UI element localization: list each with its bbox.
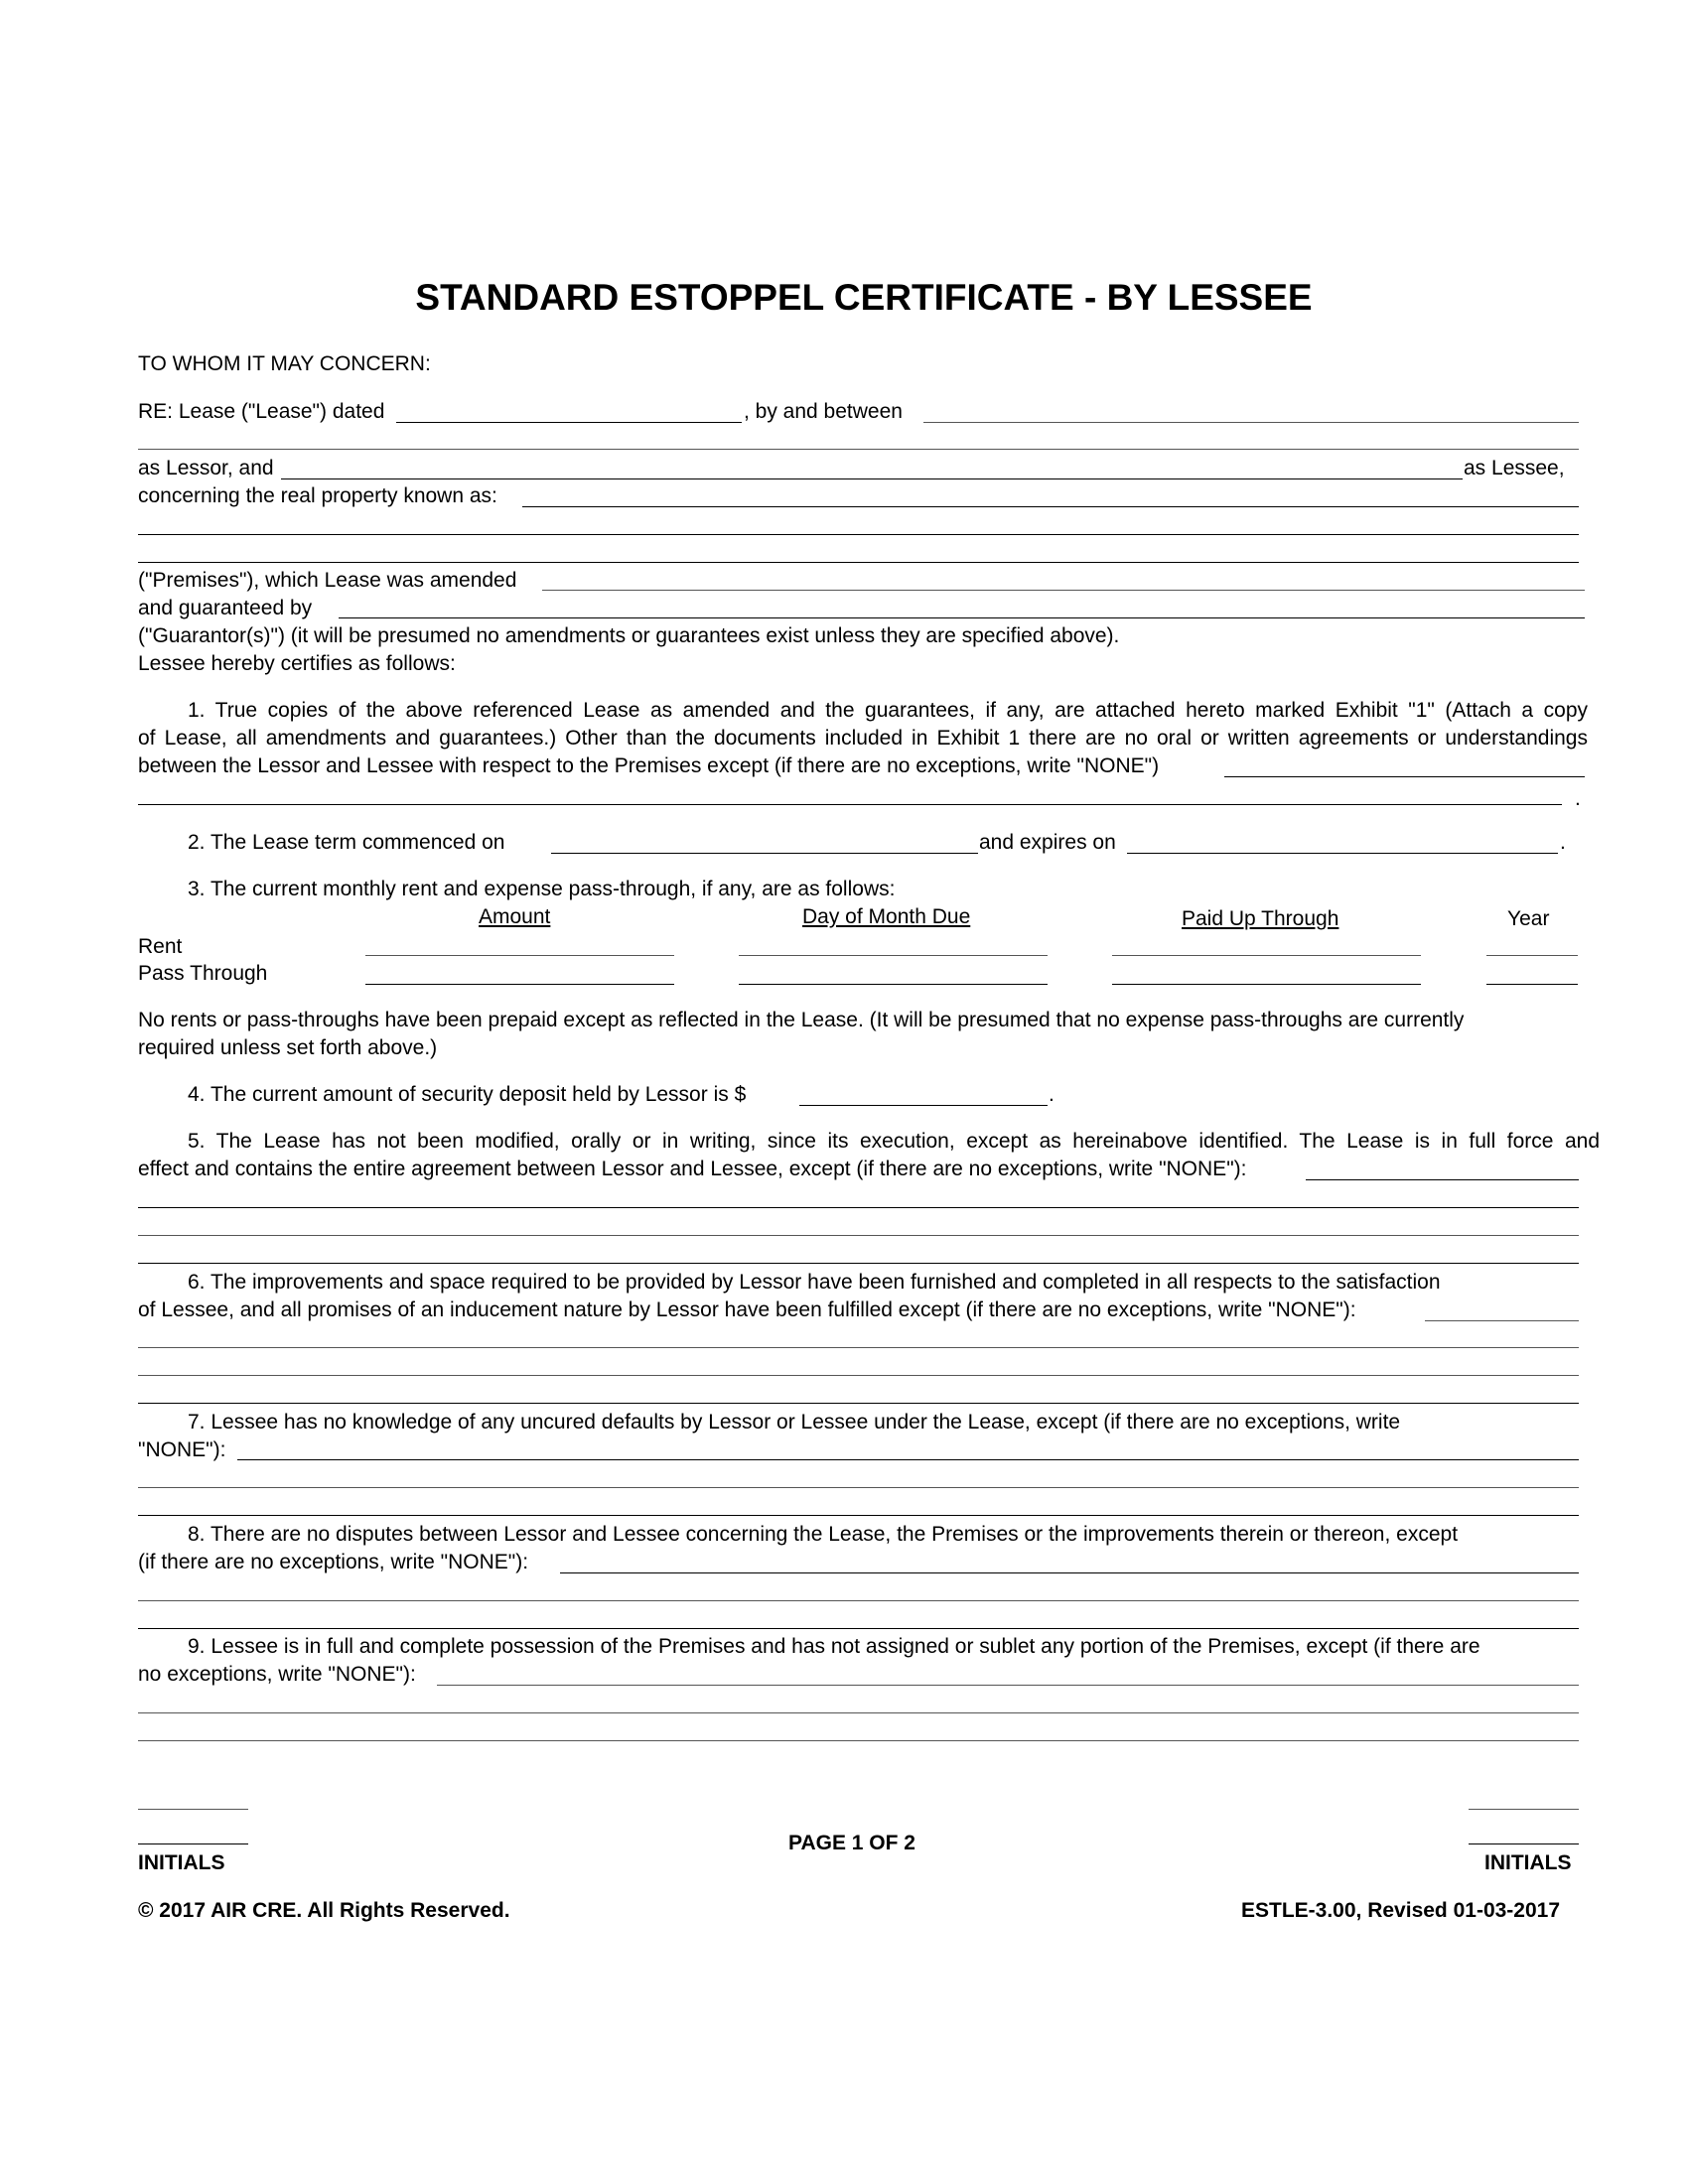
prepaid-note-line-2: required unless set forth above.) [138,1036,438,1059]
item-5-line-2: effect and contains the entire agreement between Lessor and Lessee, except (if there are no exceptions, write "NONE"): [138,1158,1247,1180]
item-7-exceptions-line-3[interactable] [138,1515,1579,1516]
certifies-statement: Lessee hereby certifies as follows: [138,652,456,675]
rent-table-row-pass-through: Pass Through [138,962,268,985]
item-1-end-period: . [1575,787,1581,810]
item-2-expires-label: and expires on [979,831,1116,854]
document-title: STANDARD ESTOPPEL CERTIFICATE - BY LESSEE [415,277,1313,318]
item-2-commenced-label: 2. The Lease term commenced on [188,831,505,854]
rent-year-line[interactable] [1486,955,1578,956]
initials-right-line-2[interactable] [1469,1843,1579,1844]
amendments-line[interactable] [542,590,1585,591]
item-9-line-2: no exceptions, write "NONE"): [138,1663,416,1686]
item-8-line-1: 8. There are no disputes between Lessor and Lessee concerning the Lease, the Premises or the improvements therein or thereon, except [188,1523,1459,1546]
concerning-label: concerning the real property known as: [138,484,497,507]
item-7-exceptions-line-2[interactable] [138,1487,1579,1488]
pass-through-paid-up-line[interactable] [1112,984,1421,985]
pass-through-amount-line[interactable] [365,984,674,985]
by-and-between-label: , by and between [744,400,903,423]
item-8-exceptions-line-3[interactable] [138,1628,1579,1629]
rent-amount-line[interactable] [365,955,674,956]
lessor-name-line[interactable] [923,422,1579,423]
rent-table-row-rent: Rent [138,935,183,958]
item-5-exceptions-line-2[interactable] [138,1207,1579,1208]
item-7-line-1: 7. Lessee has no knowledge of any uncured defaults by Lessor or Lessee under the Lease, except (if there are no exceptions, write [188,1411,1401,1433]
item-8-exceptions-line-1[interactable] [560,1572,1579,1573]
item-9-line-1: 9. Lessee is in full and complete possession of the Premises and has not assigned or sublet any portion of the Premises, except (if there are [188,1635,1480,1658]
item-6-exceptions-line-1[interactable] [1425,1320,1579,1321]
item-9-exceptions-line-2[interactable] [138,1712,1579,1713]
prepaid-note-line-1: No rents or pass-throughs have been prepaid except as reflected in the Lease. (It will be presumed that no expense pass-throughs are currently [138,1009,1465,1031]
premises-amended-label: ("Premises"), which Lease was amended [138,569,517,592]
item-1-exceptions-line-1[interactable] [1224,776,1585,777]
item-5-exceptions-line-3[interactable] [138,1235,1579,1236]
as-lessee-label: as Lessee, [1464,457,1565,479]
item-6-line-1: 6. The improvements and space required to be provided by Lessor have been furnished and completed in all respects to the satisfaction [188,1271,1441,1294]
property-line-3[interactable] [138,562,1579,563]
item-4-end-period: . [1049,1083,1055,1106]
item-7-exceptions-line-1[interactable] [237,1459,1579,1460]
rent-table-header-amount: Amount [479,905,551,928]
guaranteed-by-label: and guaranteed by [138,597,313,619]
rent-table-header-day-due: Day of Month Due [802,905,971,928]
lessor-name-line-2[interactable] [138,449,1579,450]
as-lessor-and-label: as Lessor, and [138,457,274,479]
copyright-notice: © 2017 AIR CRE. All Rights Reserved. [138,1899,510,1922]
rent-table-header-year: Year [1507,907,1550,930]
item-1-line-2: of Lease, all amendments and guarantees.) Other than the documents included in Exhibit 1 there are no oral or written agreements or understandings [138,727,1588,750]
initials-right-line-1[interactable] [1469,1809,1579,1810]
salutation: TO WHOM IT MAY CONCERN: [138,352,431,375]
item-5-exceptions-line-4[interactable] [138,1263,1579,1264]
property-line-1[interactable] [522,506,1579,507]
lessee-name-line[interactable] [281,478,1463,479]
item-2-end-period: . [1560,831,1566,854]
property-line-2[interactable] [138,534,1579,535]
item-6-exceptions-line-4[interactable] [138,1403,1579,1404]
item-5-exceptions-line-1[interactable] [1306,1179,1579,1180]
item-5-line-1: 5. The Lease has not been modified, orally or in writing, since its execution, except as hereinabove identified. The Lease is in full force and [188,1130,1600,1153]
page-number: PAGE 1 OF 2 [788,1832,915,1854]
re-lease-dated-label: RE: Lease ("Lease") dated [138,400,385,423]
item-7-line-2: "NONE"): [138,1438,226,1461]
guarantors-note: ("Guarantor(s)") (it will be presumed no amendments or guarantees exist unless they are specified above). [138,624,1120,647]
item-8-line-2: (if there are no exceptions, write "NONE"): [138,1551,529,1573]
initials-left-label: INITIALS [138,1851,225,1874]
item-6-exceptions-line-3[interactable] [138,1375,1579,1376]
form-identifier: ESTLE-3.00, Revised 01-03-2017 [1241,1899,1561,1922]
rent-paid-up-line[interactable] [1112,955,1421,956]
pass-through-day-due-line[interactable] [739,984,1048,985]
item-9-exceptions-line-1[interactable] [437,1685,1579,1686]
pass-through-year-line[interactable] [1486,984,1578,985]
item-1-exceptions-line-2[interactable] [138,804,1562,805]
item-8-exceptions-line-2[interactable] [138,1600,1579,1601]
item-4-deposit-label: 4. The current amount of security deposit held by Lessor is $ [188,1083,747,1106]
item-6-line-2: of Lessee, and all promises of an inducement nature by Lessor have been fulfilled except (if there are no exceptions, write "NONE"): [138,1298,1356,1321]
initials-left-line-2[interactable] [138,1843,248,1844]
guarantors-line[interactable] [339,617,1585,618]
commencement-date-line[interactable] [551,853,978,854]
item-3-rent-label: 3. The current monthly rent and expense pass-through, if any, are as follows: [188,878,896,900]
item-9-exceptions-line-3[interactable] [138,1740,1579,1741]
initials-right-label: INITIALS [1484,1851,1572,1874]
expiration-date-line[interactable] [1127,853,1558,854]
item-6-exceptions-line-2[interactable] [138,1347,1579,1348]
item-1-line-1: 1. True copies of the above referenced Lease as amended and the guarantees, if any, are attached hereto marked Exhibit "1" (Attach a copy [188,699,1588,722]
item-1-line-3: between the Lessor and Lessee with respect to the Premises except (if there are no exceptions, write "NONE") [138,754,1160,777]
initials-left-line-1[interactable] [138,1809,248,1810]
rent-day-due-line[interactable] [739,955,1048,956]
security-deposit-line[interactable] [799,1105,1048,1106]
lease-date-line[interactable] [396,422,742,423]
rent-table-header-paid-up: Paid Up Through [1182,907,1339,930]
